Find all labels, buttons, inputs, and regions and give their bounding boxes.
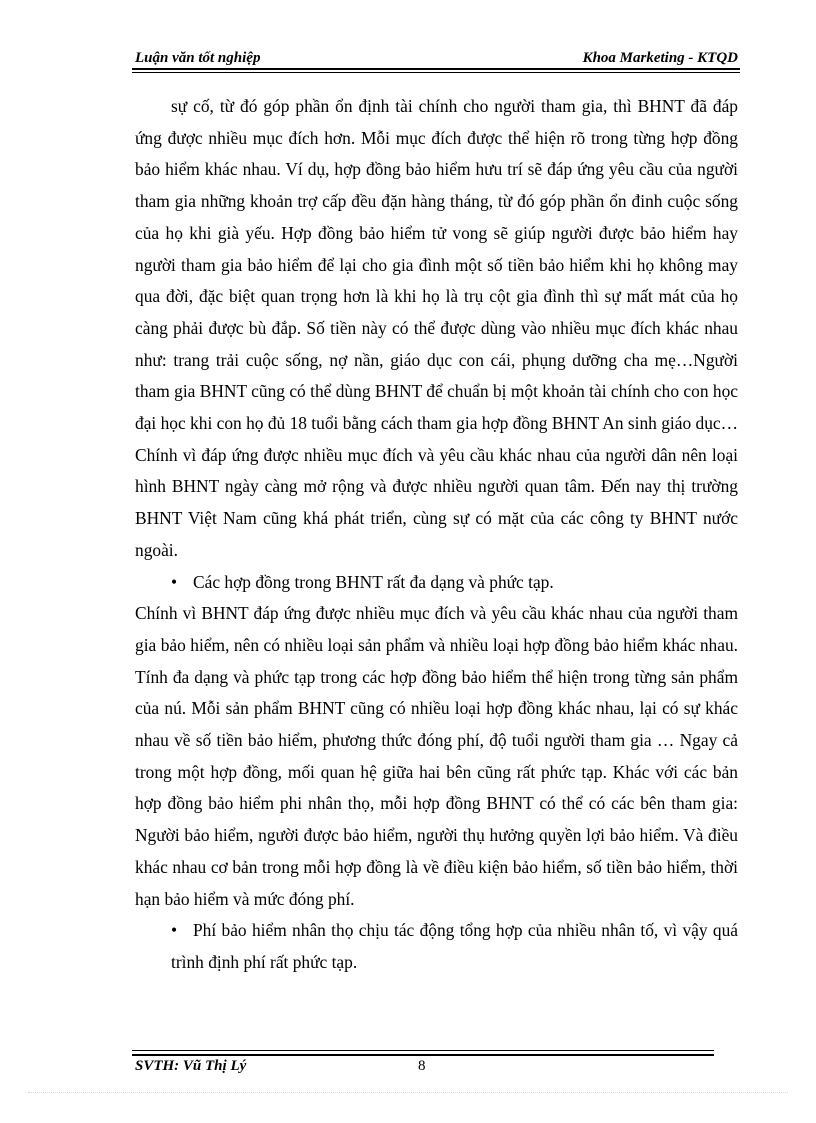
header-rule-thick <box>132 68 740 70</box>
header-thesis-label: Luận văn tốt nghiệp <box>135 50 261 66</box>
bullet-item-premium <box>135 915 738 978</box>
bullet-text: Các hợp đồng trong BHNT rất đa dạng và phức tạp. <box>193 571 554 592</box>
paragraph-contracts: Chính vì BHNT đáp ứng được nhiều mục đích và yêu cầu khác nhau của người tham gia bảo hiểm, nên có nhiều loại sản phẩm và nhiều loại hợp đồng bảo hiểm khác nhau. Tính đa dạng và phức tạp trong các hợp đồng bảo hiểm thể hiện trong từng sản phẩm của nú. Mỗi sản phẩm BHNT cũng có nhiều loại hợp đồng khác nhau, lại có sự khác nhau về số tiền bảo hiểm, phương thức đóng phí, độ tuổi người tham gia … Ngay cả trong một hợp đồng, mối quan hệ giữa hai bên cũng rất phức tạp. Khác với các bản hợp đồng bảo hiểm phi nhân thọ, mỗi hợp đồng BHNT có thể có các bên tham gia: Người bảo hiểm, người được bảo hiểm, người thụ hưởng quyền lợi bảo hiểm. Và điều khác nhau cơ bản trong mỗi hợp đồng là về điều kiện bảo hiểm, số tiền bảo hiểm, thời hạn bảo hiểm và mức đóng phí. <box>135 603 738 909</box>
bullet-item-contracts <box>135 567 738 599</box>
footer-rule-thick <box>132 1054 714 1056</box>
bullet-icon: • <box>171 920 178 941</box>
header-faculty-label: Khoa Marketing - KTQD <box>582 50 738 66</box>
page-header <box>135 50 738 70</box>
footer-author: SVTH: Vũ Thị Lý <box>135 1058 247 1074</box>
page-body <box>135 91 738 979</box>
header-rule-thin <box>132 72 740 73</box>
page-bottom-divider <box>28 1092 788 1093</box>
page-number: 8 <box>418 1058 426 1074</box>
bullet-text: Phí bảo hiểm nhân thọ chịu tác động tổng hợp của nhiều nhân tố, vì vậy quá trình định phí rất phức tạp. <box>171 920 738 972</box>
bullet-icon: • <box>171 571 178 592</box>
page-footer <box>135 1058 715 1078</box>
paragraph-purposes: sự cố, từ đó góp phần ổn định tài chính cho người tham gia, thì BHNT đã đáp ứng được nhiều mục đích hơn. Mỗi mục đích được thể hiện rõ trong từng hợp đồng bảo hiểm khác nhau. Ví dụ, hợp đồng bảo hiểm hưu trí sẽ đáp ứng yêu cầu của người tham gia những khoản trợ cấp đều đặn hàng tháng, từ đó góp phần ổn đinh cuộc sống của họ khi già yếu. Hợp đồng bảo hiểm tử vong sẽ giúp người được bảo hiểm hay người tham gia bảo hiểm để lại cho gia đình một số tiền bảo hiểm khi họ không may qua đời, đặc biệt quan trọng hơn là khi họ là trụ cột gia đình thì sự mất mát của họ càng phải được bù đắp. Số tiền này có thể được dùng vào nhiều mục đích khác nhau như: trang trải cuộc sống, nợ nần, giáo dục con cái, phụng dưỡng cha mẹ…Người tham gia BHNT cũng có thể dùng BHNT để chuẩn bị một khoản tài chính cho con học đại học khi con họ đủ 18 tuổi bằng cách tham gia hợp đồng BHNT An sinh giáo dục… Chính vì đáp ứng được nhiều mục đích và yêu cầu khác nhau của người dân nên loại hình BHNT ngày càng mở rộng và được nhiều người quan tâm. Đến nay thị trường BHNT Việt Nam cũng khá phát triển, cùng sự có mặt của các công ty BHNT nước ngoài. <box>135 96 738 560</box>
footer-rule-thin <box>132 1050 714 1051</box>
